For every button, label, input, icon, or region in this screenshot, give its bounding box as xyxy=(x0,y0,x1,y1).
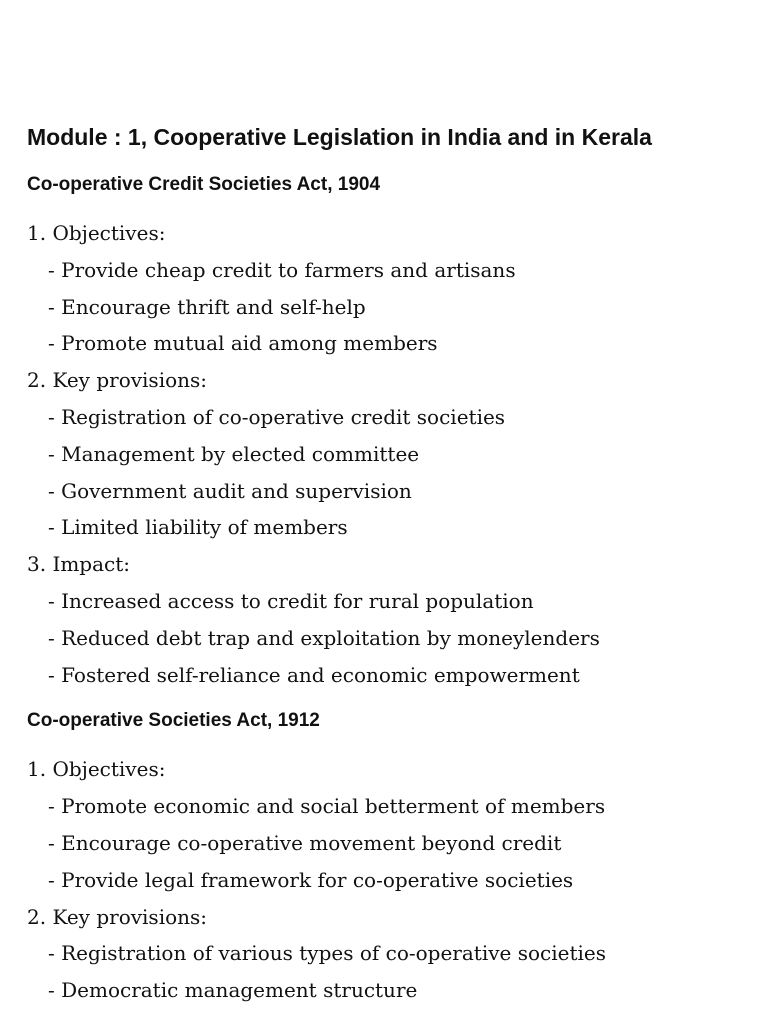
list-item: - Democratic management structure xyxy=(48,978,418,1003)
module-title: Module : 1, Cooperative Legislation in India and in Kerala xyxy=(27,124,652,150)
list-item: - Registration of various types of co-operative societies xyxy=(48,941,606,966)
group-heading: 2. Key provisions: xyxy=(27,368,208,393)
section-title: Co-operative Credit Societies Act, 1904 xyxy=(27,174,381,195)
group-key-provisions xyxy=(27,362,747,546)
list-item: - Limited liability of members xyxy=(48,515,348,540)
group-key-provisions xyxy=(27,899,747,1009)
section-act-1912 xyxy=(27,706,747,1009)
list-item: - Provide cheap credit to farmers and artisans xyxy=(48,257,516,282)
group-impact xyxy=(27,546,747,693)
list-item: - Registration of co-operative credit societies xyxy=(48,404,506,429)
section-title: Co-operative Societies Act, 1912 xyxy=(27,710,320,732)
list-item: - Management by elected committee xyxy=(48,441,420,466)
list-item: - Fostered self-reliance and economic empowerment xyxy=(48,662,580,687)
group-objectives xyxy=(27,215,747,362)
group-heading: 1. Objectives: xyxy=(27,757,166,782)
group-objectives xyxy=(27,751,747,898)
list-item: - Government audit and supervision xyxy=(48,478,412,503)
list-item: - Provide legal framework for co-operative societies xyxy=(48,867,574,892)
group-heading: 2. Key provisions: xyxy=(27,904,208,929)
list-item: - Promote economic and social betterment of members xyxy=(48,794,606,819)
list-item: - Reduced debt trap and exploitation by moneylenders xyxy=(48,625,600,650)
group-heading: 3. Impact: xyxy=(27,552,131,577)
group-heading: 1. Objectives: xyxy=(27,221,166,245)
list-item: - Encourage thrift and self-help xyxy=(48,294,366,319)
document-page xyxy=(27,118,747,1009)
list-item: - Encourage co-operative movement beyond credit xyxy=(48,830,562,855)
list-item: - Promote mutual aid among members xyxy=(48,331,438,356)
section-act-1904 xyxy=(27,170,747,693)
list-item: - Increased access to credit for rural population xyxy=(48,588,534,613)
